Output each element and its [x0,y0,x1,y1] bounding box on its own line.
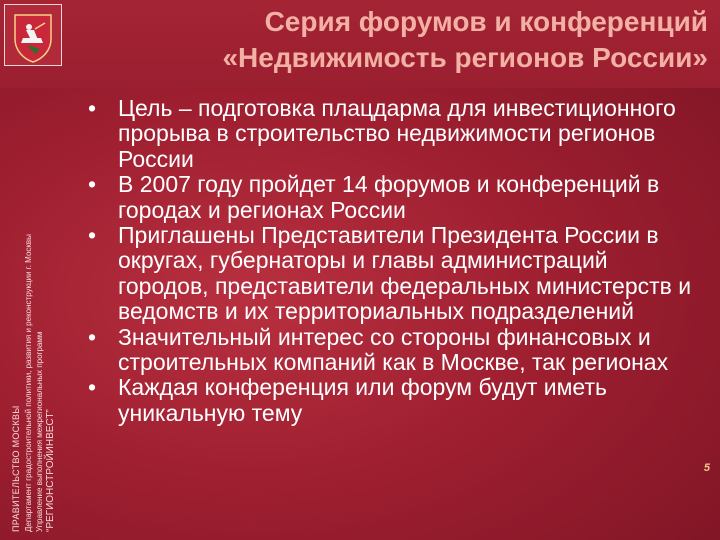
sidebar-dept-subtitle: Управление выполнения межрегиональных программ [35,331,44,532]
list-item: • Значительный интерес со стороны финансовых и строительных компаний как в Москве, так регионах [80,325,700,376]
list-item: • Приглашены Представители Президента России в округах, губернаторы и главы администраций городов, представители федеральных министерств и ведомств и их территориальных подразделений [80,223,700,325]
title-line-1: Серия форумов и конференций [264,6,708,37]
page-title [108,4,708,76]
list-item: • Каждая конференция или форум будут иметь уникальную тему [80,375,700,426]
bullet-list [80,96,700,426]
sidebar-company-name: “РЕГИОНСТРОЙИНВЕСТ” [45,409,56,532]
sidebar-org-name: ПРАВИТЕЛЬСТВО МОСКВЫ [11,405,21,532]
sidebar-vertical-text [0,90,72,540]
page-number: 5 [703,462,710,474]
moscow-coat-of-arms-icon [4,4,62,66]
sidebar-dept-name: Департамент градостроительной политики, развития и реконструкции г. Москвы [24,234,33,532]
title-line-2: «Недвижимость регионов России» [222,42,708,73]
list-item: • Цель – подготовка плацдарма для инвестиционного прорыва в строительство недвижимости регионов России [80,96,700,172]
list-item: • В 2007 году пройдет 14 форумов и конференций в городах и регионах России [80,172,700,223]
